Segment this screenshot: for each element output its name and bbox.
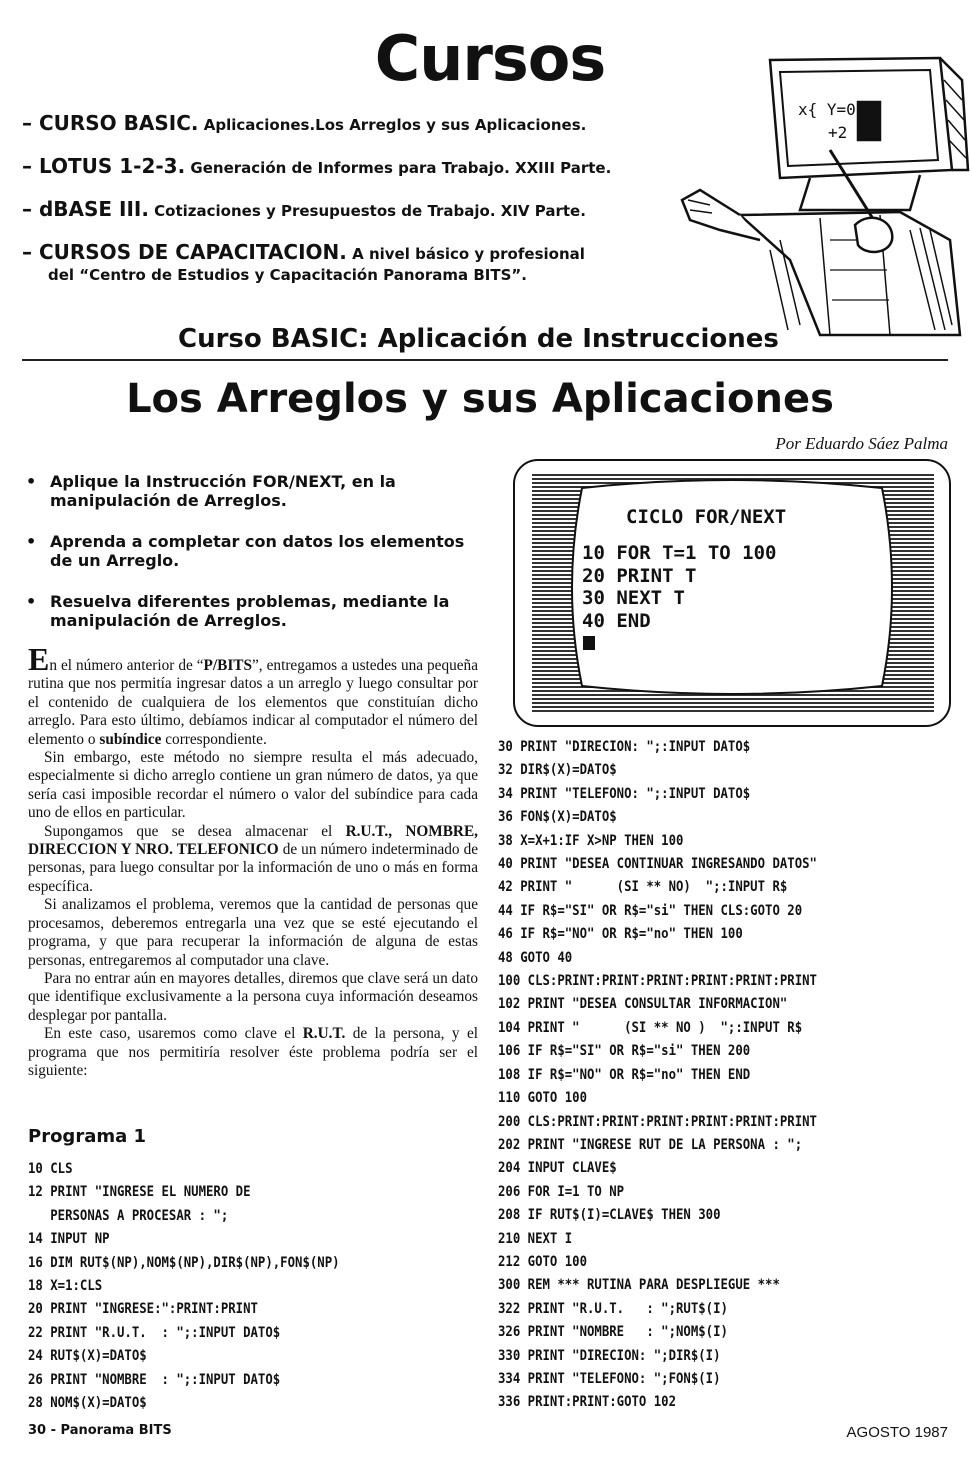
body-paragraph xyxy=(28,641,478,749)
course-name: – CURSOS DE CAPACITACION. xyxy=(22,240,347,264)
computer-man-illustration xyxy=(680,40,970,340)
objective-bullet xyxy=(26,532,486,570)
text-run-bold: R.U.T., NOMBRE, DIRECCION Y NRO. TELEFONICO xyxy=(28,822,478,859)
course-item-basic xyxy=(22,111,586,135)
bullet-dot-icon: • xyxy=(26,532,37,551)
course-description-line2: del “Centro de Estudios y Capacitación Panorama BITS”. xyxy=(48,266,527,284)
screen-title: CICLO FOR/NEXT xyxy=(626,506,787,528)
course-item-capacitacion xyxy=(22,240,585,264)
section-subtitle: Curso BASIC: Aplicación de Instrucciones xyxy=(178,324,779,354)
divider xyxy=(22,359,948,361)
body-paragraph xyxy=(28,823,478,897)
objective-bullet xyxy=(26,592,486,630)
text-run-bold: R.U.T. xyxy=(302,1025,346,1043)
text-run: Supongamos que se desea almacenar el xyxy=(44,822,346,840)
text-run: correspondiente. xyxy=(161,730,267,748)
body-paragraph: Sin embargo, este método no siempre resulta el más adecuado, especialmente si dicho arreglo contiene un gran número de datos, ya que sería casi imposible recordar el número o valor del subíndice para cada uno de ellos en particular. xyxy=(28,749,478,822)
course-item-lotus xyxy=(22,154,611,178)
page-footer-right: AGOSTO 1987 xyxy=(846,1424,948,1441)
drop-cap: E xyxy=(28,641,50,677)
bullet-text: Resuelva diferentes problemas, mediante la manipulación de Arreglos. xyxy=(50,592,450,630)
text-run: En este caso, usaremos como clave el xyxy=(44,1025,303,1043)
screen-code-lines xyxy=(582,542,776,632)
cursor-block xyxy=(583,636,595,650)
page-title: Cursos xyxy=(374,22,606,95)
screen-code-line: 20 PRINT T xyxy=(582,564,697,587)
course-description: Generación de Informes para Trabajo. XXIII Parte. xyxy=(185,159,612,177)
bullet-dot-icon: • xyxy=(26,472,37,491)
body-paragraph: Para no entrar aún en mayores detalles, diremos que clave será un dato que identifique exclusivamente a la persona cuya información deseamos desplegar por pantalla. xyxy=(28,969,478,1024)
byline: Por Eduardo Sáez Palma xyxy=(775,434,948,453)
screen-code-line: 10 FOR T=1 TO 100 xyxy=(582,542,777,564)
screen-code-line: 30 NEXT T xyxy=(582,587,685,609)
course-description: Cotizaciones y Presupuestos de Trabajo. XIV Parte. xyxy=(148,202,586,220)
bullet-dot-icon: • xyxy=(26,592,37,611)
course-name: – CURSO BASIC. xyxy=(22,111,199,135)
code-listing-right: 30 PRINT "DIRECION: ";:INPUT DATO$ 32 DIR$(X)=DATO$ 34 PRINT "TELEFONO: ";:INPUT DATO$ 36 FON$(X)=DATO$ 38 X=X+1:IF X>NP THEN 100 40 PRINT "DESEA CONTINUAR INGRESANDO DATOS" 42 PRINT " (SI ** NO) ";:INPUT R$ 44 IF R$="SI" OR R$="si" THEN CLS:GOTO 20 46 IF R$="NO" OR R$="no" THEN 100 48 GOTO 40 100 CLS:PRINT:PRINT:PRINT:PRINT:PRINT:PRINT 102 PRINT "DESEA CONSULTAR INFORMACION" 104 PRINT " (SI ** NO ) ";:INPUT R$ 106 IF R$="SI" OR R$="si" THEN 200 108 IF R$="NO" OR R$="no" THEN END 110 GOTO 100 200 CLS:PRINT:PRINT:PRINT:PRINT:PRINT:PRINT 202 PRINT "INGRESE RUT DE LA PERSONA : "; 204 INPUT CLAVE$ 206 FOR I=1 TO NP 208 IF RUT$(I)=CLAVE$ THEN 300 210 NEXT I 212 GOTO 100 300 REM *** RUTINA PARA DESPLIEGUE *** 322 PRINT "R.U.T. : ";RUT$(I) 326 PRINT "NOMBRE : ";NOM$(I) 330 PRINT "DIRECION: ";DIR$(I) 334 PRINT "TELEFONO: ";FON$(I) 336 PRINT:PRINT:GOTO 102 xyxy=(498,739,817,1411)
text-run: de un número indeterminado de personas, para luego consultar por la información de uno o más en forma específica. xyxy=(28,841,479,895)
body-paragraph: Si analizamos el problema, veremos que la cantidad de personas que procesamos, deberemos entregarla una vez que se esté ejecutando el programa, y que para recuperar la información de alguna de estas personas, entregaremos al computador una clave. xyxy=(28,896,478,969)
code-listing-left: 10 CLS 12 PRINT "INGRESE EL NUMERO DE PERSONAS A PROCESAR : "; 14 INPUT NP 16 DIM RUT$(NP),NOM$(NP),DIR$(NP),FON$(NP) 18 X=1:CLS 20 PRINT "INGRESE:":PRINT:PRINT 22 PRINT "R.U.T. : ";:INPUT DATO$ 24 RUT$(X)=DATO$ 26 PRINT "NOMBRE : ";:INPUT DATO$ 28 NOM$(X)=DATO$ xyxy=(28,1161,340,1412)
course-name: – LOTUS 1-2-3. xyxy=(22,154,186,178)
text-run-bold: subíndice xyxy=(99,730,162,748)
page-footer-left: 30 - Panorama BITS xyxy=(28,1423,172,1438)
program-heading: Programa 1 xyxy=(28,1126,147,1147)
bullet-text: Aplique la Instrucción FOR/NEXT, en la manipulación de Arreglos. xyxy=(50,472,396,510)
course-description: A nivel básico y profesional xyxy=(346,245,585,263)
text-run: n el número anterior de “ xyxy=(49,657,204,674)
text-run: de la persona, y el programa que nos permitiría resolver éste problema podría ser el siguiente: xyxy=(28,1025,478,1079)
article-title: Los Arreglos y sus Aplicaciones xyxy=(126,376,834,422)
article-body xyxy=(28,641,479,1080)
course-item-dbase xyxy=(22,197,586,221)
course-description: Aplicaciones.Los Arreglos y sus Aplicaciones. xyxy=(198,116,587,134)
text-run: ”, entregamos a ustedes una pequeña rutina que nos permitía ingresar datos a un arreglo y luego consultar por el contenido de cualquiera de los elementos que constituían dicho arreglo. Para esto último, debíamos indicar al computador el número del elemento o xyxy=(28,657,478,748)
screen-code-line: 40 END xyxy=(582,609,651,632)
objective-bullet xyxy=(26,472,486,510)
formula-text-line1: x{ Y=0 xyxy=(798,100,856,119)
text-run-bold: P/BITS xyxy=(203,657,253,674)
body-paragraph xyxy=(28,1025,478,1080)
course-name: – dBASE III. xyxy=(22,197,149,221)
bullet-text: Aprenda a completar con datos los elementos de un Arreglo. xyxy=(50,532,465,570)
formula-text-line2: +2 xyxy=(828,123,848,142)
